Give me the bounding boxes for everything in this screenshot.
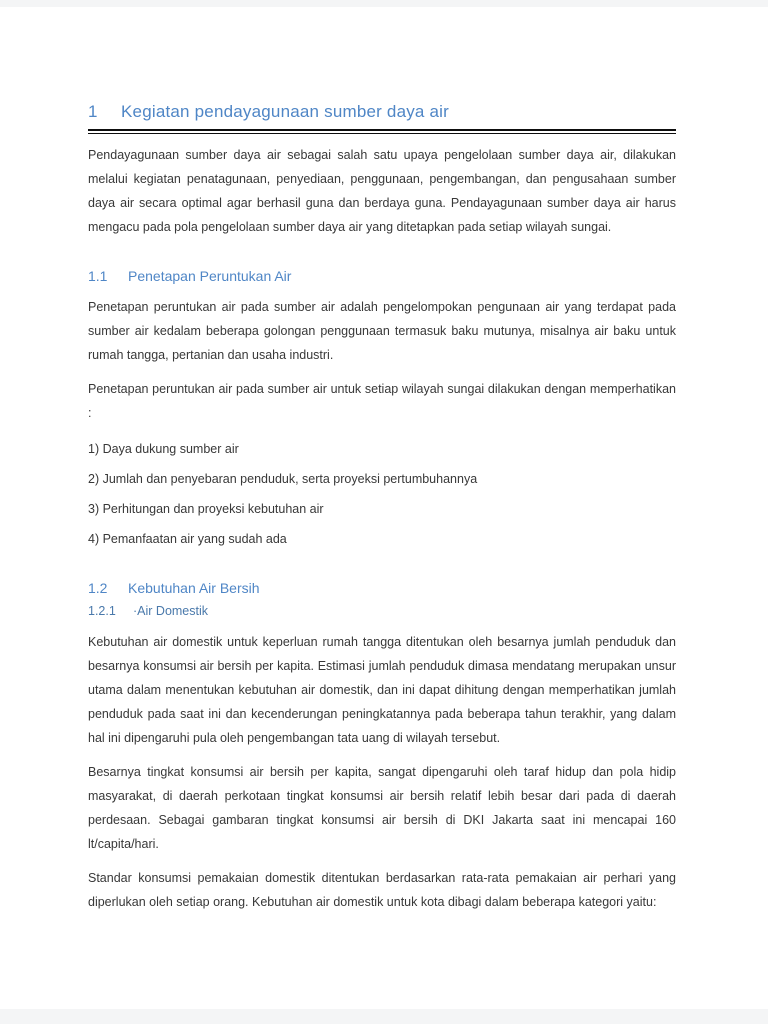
list-item: 4) Pemanfaatan air yang sudah ada xyxy=(88,532,287,546)
section-1-2-title: Kebutuhan Air Bersih xyxy=(128,580,260,596)
chapter-number: 1 xyxy=(88,102,98,121)
document-page xyxy=(0,7,768,1009)
section-1-2-heading xyxy=(88,578,676,598)
section-1-2-paragraph-3: Standar konsumsi pemakaian domestik ditentukan berdasarkan rata-rata pemakaian air perhari yang diperlukan oleh setiap orang. Kebutuhan air domestik untuk kota dibagi dalam beberapa kategori yaitu: xyxy=(88,871,676,909)
list-item: 3) Perhitungan dan proyeksi kebutuhan air xyxy=(88,502,324,516)
heading-rule xyxy=(88,129,676,134)
section-1-2-1-number: 1.2.1 xyxy=(88,604,116,618)
section-1-2-1-title: ·Air Domestik xyxy=(133,604,209,618)
section-1-1-number: 1.1 xyxy=(88,268,108,284)
section-1-1-title: Penetapan Peruntukan Air xyxy=(128,268,292,284)
section-1-1-paragraph-1: Penetapan peruntukan air pada sumber air adalah pengelompokan pengunaan air yang terdapat pada sumber air kedalam beberapa golongan penggunaan termasuk baku mutunya, misalnya air baku untuk rumah tangga, pertanian dan usaha industri. xyxy=(88,300,676,362)
section-1-2-number: 1.2 xyxy=(88,580,108,596)
list-item: 1) Daya dukung sumber air xyxy=(88,442,239,456)
chapter-heading xyxy=(88,99,676,125)
section-1-2-paragraph-2: Besarnya tingkat konsumsi air bersih per kapita, sangat dipengaruhi oleh taraf hidup dan pola hidip masyarakat, di daerah perkotaan tingkat konsumsi air bersih relatif lebih besar dari pada di daerah perdesaan. Sebagai gambaran tingkat konsumsi air bersih di DKI Jakarta saat ini mencapai 160 lt/capita/hari. xyxy=(88,765,676,851)
section-1-2-paragraph-1: Kebutuhan air domestik untuk keperluan rumah tangga ditentukan oleh besarnya jumlah penduduk dan besarnya konsumsi air bersih per kapita. Estimasi jumlah penduduk dimasa mendatang merupakan unsur utama dalam menentukan kebutuhan air domestik, dan ini dapat dihitung dengan memperhatikan jumlah penduduk pada saat ini dan kecenderungan peningkatannya pada beberapa tahun terakhir, yang dalam hal ini dipengaruhi pula oleh pengembangan tata uang di wilayah tersebut. xyxy=(88,635,676,745)
section-1-1-heading xyxy=(88,266,676,286)
intro-paragraph: Pendayagunaan sumber daya air sebagai salah satu upaya pengelolaan sumber daya air, dilakukan melalui kegiatan penatagunaan, penyediaan, penggunaan, pengembangan, dan pengusahaan sumber daya air secara optimal agar berhasil guna dan berdaya guna. Pendayagunaan sumber daya air harus mengacu pada pola pengelolaan sumber daya air yang ditetapkan pada setiap wilayah sungai. xyxy=(88,148,676,234)
page-content xyxy=(0,7,768,914)
section-1-2-1-heading xyxy=(88,601,676,621)
section-1-1-paragraph-2: Penetapan peruntukan air pada sumber air untuk setiap wilayah sungai dilakukan dengan memperhatikan : xyxy=(88,382,676,420)
chapter-title: Kegiatan pendayagunaan sumber daya air xyxy=(121,102,450,121)
list-item: 2) Jumlah dan penyebaran penduduk, serta proyeksi pertumbuhannya xyxy=(88,472,478,486)
consideration-list xyxy=(88,437,676,551)
